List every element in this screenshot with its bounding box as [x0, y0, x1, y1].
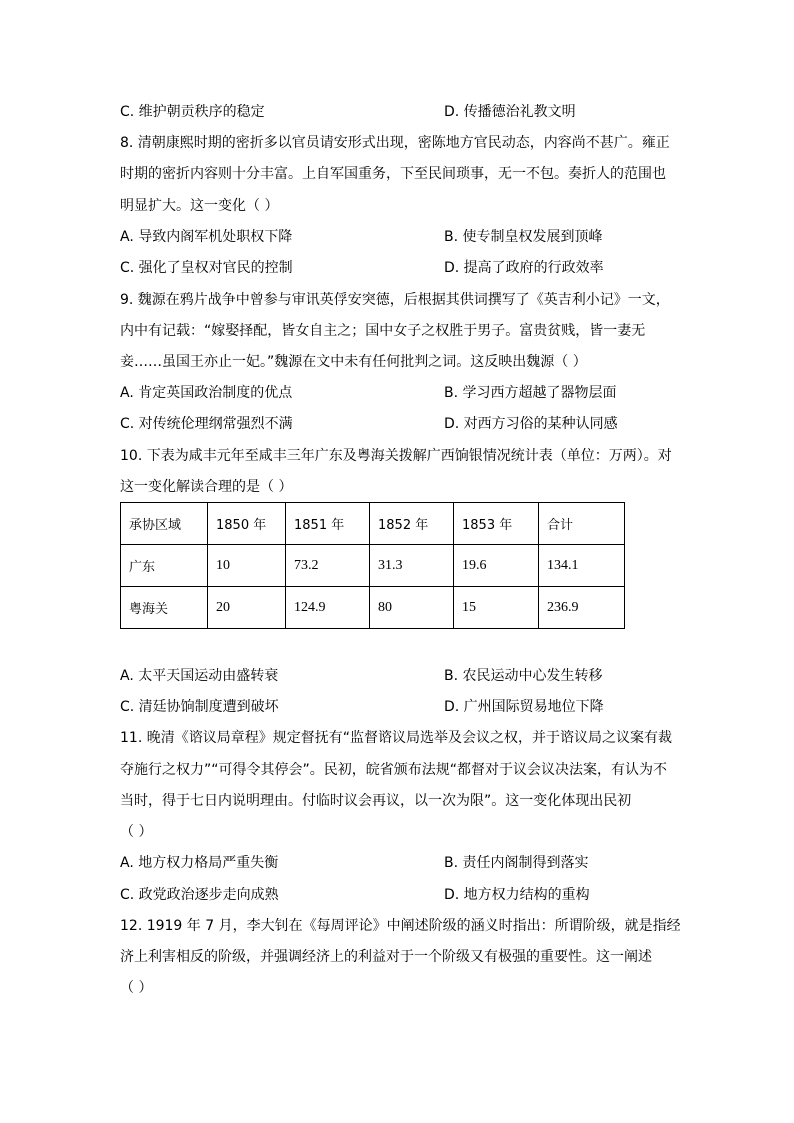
q9-stem-line-1: 9. 魏源在鸦片战争中曾参与审讯英俘安突德，后根据其供词撰写了《英吉利小记》一文，	[120, 292, 670, 308]
table-row	[121, 587, 625, 629]
q10-option-d: D. 广州国际贸易地位下降	[444, 699, 604, 715]
q9-stem-line-2: 内中有记载：“嫁娶择配，皆女自主之；国中女子之权胜于男子。富贵贫贱，皆一妻无	[120, 323, 646, 339]
q9-option-c: C. 对传统伦理纲常强烈不满	[120, 416, 293, 432]
table-cell: 20	[208, 587, 286, 629]
table-header-cell: 1853 年	[454, 503, 539, 545]
q10-option-c: C. 清廷协饷制度遭到破坏	[120, 699, 279, 715]
q11-stem-line-1: 11. 晚清《谘议局章程》规定督抚有“监督谘议局选举及会议之权，并于谘议局之议案有裁	[120, 730, 672, 746]
q8-option-a: A. 导致内阁军机处职权下降	[120, 229, 293, 245]
q9-option-d: D. 对西方习俗的某种认同感	[444, 416, 618, 432]
q7-option-d: D. 传播德治礼教文明	[444, 104, 576, 120]
q9-option-b: B. 学习西方超越了器物层面	[444, 385, 617, 401]
q11-stem-line-2: 夺施行之权力”“可得令其停会”。民初，皖省颁布法规“都督对于议会议决法案，有认为不	[120, 762, 668, 778]
q12-stem-line-3: （ ）	[120, 980, 153, 996]
q11-option-c: C. 政党政治逐步走向成熟	[120, 887, 279, 903]
table-cell: 19.6	[454, 545, 539, 587]
q8-stem-line-1: 8. 清朝康熙时期的密折多以官员请安形式出现，密陈地方官民动态，内容尚不甚广。雍正	[120, 135, 670, 151]
table-cell: 73.2	[286, 545, 370, 587]
q9-stem-line-3: 妾……虽国王亦止一妃。”魏源在文中未有任何批判之词。这反映出魏源（ ）	[120, 354, 587, 370]
table-cell: 134.1	[539, 545, 625, 587]
table-cell: 80	[370, 587, 454, 629]
table-cell: 15	[454, 587, 539, 629]
q11-option-b: B. 责任内阁制得到落实	[444, 855, 589, 871]
table-header-cell: 合计	[539, 503, 625, 545]
table-header-row	[121, 503, 625, 545]
table-header-cell: 1850 年	[208, 503, 286, 545]
table-cell: 粤海关	[121, 587, 208, 629]
table-cell: 广东	[121, 545, 208, 587]
q8-option-d: D. 提高了政府的行政效率	[444, 260, 604, 276]
q7-option-c: C. 维护朝贡秩序的稳定	[120, 104, 265, 120]
q8-option-c: C. 强化了皇权对官民的控制	[120, 260, 293, 276]
table-header-cell: 1852 年	[370, 503, 454, 545]
table-header-cell: 承协区域	[121, 503, 208, 545]
statistics-table	[120, 502, 625, 629]
q8-option-b: B. 使专制皇权发展到顶峰	[444, 229, 603, 245]
q10-option-a: A. 太平天国运动由盛转衰	[120, 668, 279, 684]
q8-stem-line-3: 明显扩大。这一变化（ ）	[120, 198, 279, 214]
q11-option-a: A. 地方权力格局严重失衡	[120, 855, 279, 871]
q8-stem-line-2: 时期的密折内容则十分丰富。上自军国重务，下至民间琐事，无一不包。奏折人的范围也	[120, 166, 666, 182]
table-cell: 236.9	[539, 587, 625, 629]
q11-stem-line-4: （ ）	[120, 824, 153, 840]
table-cell: 124.9	[286, 587, 370, 629]
q11-stem-line-3: 当时，得于七日内说明理由。付临时议会再议，以一次为限”。这一变化体现出民初	[120, 793, 632, 809]
q10-stem-line-1: 10. 下表为咸丰元年至咸丰三年广东及粤海关拨解广西饷银情况统计表（单位：万两）。对	[120, 448, 672, 464]
table-cell: 10	[208, 545, 286, 587]
q9-option-a: A. 肯定英国政治制度的优点	[120, 385, 293, 401]
q12-stem-line-2: 济上利害相反的阶级，并强调经济上的利益对于一个阶级又有极强的重要性。这一阐述	[120, 949, 652, 965]
table-cell: 31.3	[370, 545, 454, 587]
q12-stem-line-1: 12. 1919 年 7 月，李大钊在《每周评论》中阐述阶级的涵义时指出：所谓阶级，就是指经	[120, 918, 681, 934]
table-header-cell: 1851 年	[286, 503, 370, 545]
q10-option-b: B. 农民运动中心发生转移	[444, 668, 603, 684]
q11-option-d: D. 地方权力结构的重构	[444, 887, 590, 903]
table-row	[121, 545, 625, 587]
q10-stem-line-2: 这一变化解读合理的是（ ）	[120, 479, 293, 495]
